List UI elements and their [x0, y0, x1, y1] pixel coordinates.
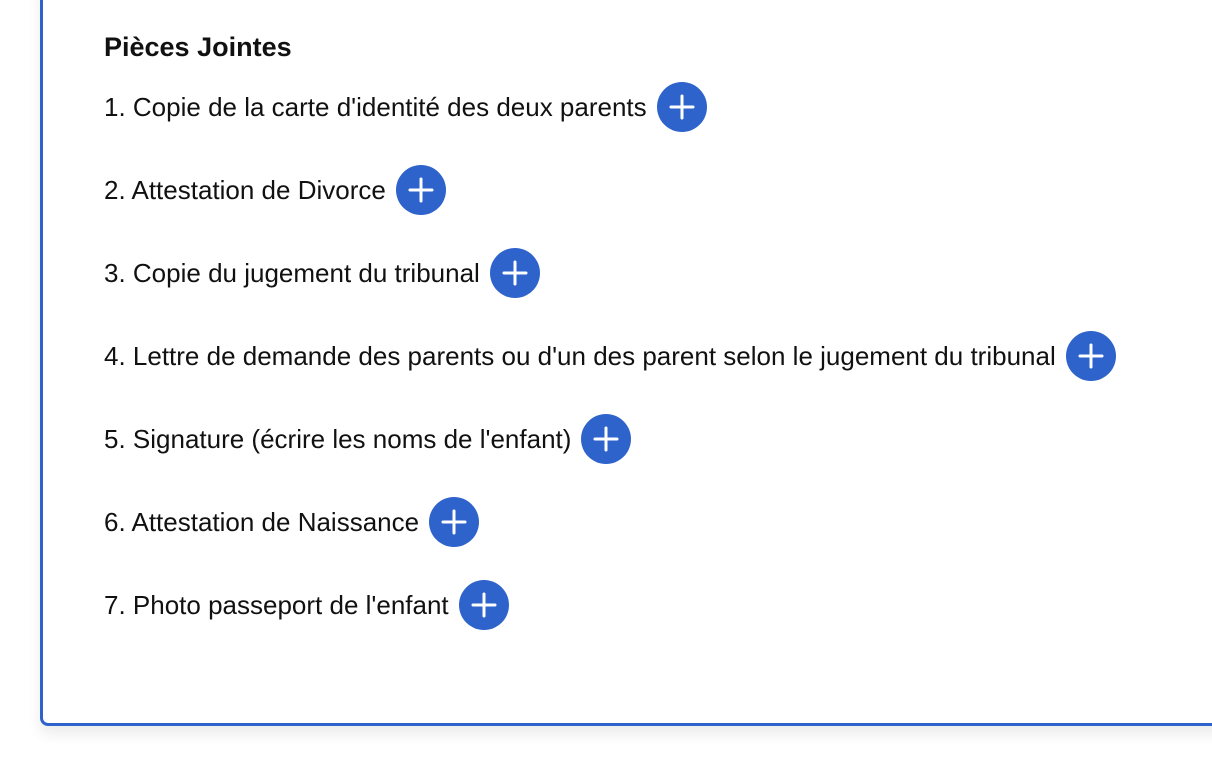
plus-icon	[669, 94, 695, 120]
add-attachment-button[interactable]	[396, 165, 446, 215]
attachment-item-6	[104, 497, 1116, 547]
attachment-item-1	[104, 82, 1116, 132]
attachment-label: 7. Photo passeport de l'enfant	[104, 590, 449, 620]
plus-icon	[408, 177, 434, 203]
attachment-item-2	[104, 165, 1116, 215]
plus-icon	[593, 426, 619, 452]
add-attachment-button[interactable]	[1066, 331, 1116, 381]
add-attachment-button[interactable]	[581, 414, 631, 464]
attachment-item-3	[104, 248, 1116, 298]
attachments-list	[104, 82, 1116, 663]
attachment-label: 3. Copie du jugement du tribunal	[104, 258, 480, 288]
plus-icon	[502, 260, 528, 286]
add-attachment-button[interactable]	[429, 497, 479, 547]
attachment-label: 6. Attestation de Naissance	[104, 507, 420, 537]
attachment-item-7	[104, 580, 1116, 630]
attachment-label: 1. Copie de la carte d'identité des deux parents	[104, 92, 647, 122]
attachment-label: 5. Signature (écrire les noms de l'enfant)	[104, 424, 572, 454]
attachment-label: 2. Attestation de Divorce	[104, 175, 386, 205]
plus-icon	[441, 509, 467, 535]
section-title: Pièces Jointes	[104, 32, 292, 62]
plus-icon	[1078, 343, 1104, 369]
attachment-item-5	[104, 414, 1116, 464]
add-attachment-button[interactable]	[459, 580, 509, 630]
attachment-label: 4. Lettre de demande des parents ou d'un des parent selon le jugement du tribunal	[104, 341, 1056, 371]
add-attachment-button[interactable]	[657, 82, 707, 132]
attachment-item-4	[104, 331, 1116, 381]
plus-icon	[471, 592, 497, 618]
add-attachment-button[interactable]	[490, 248, 540, 298]
